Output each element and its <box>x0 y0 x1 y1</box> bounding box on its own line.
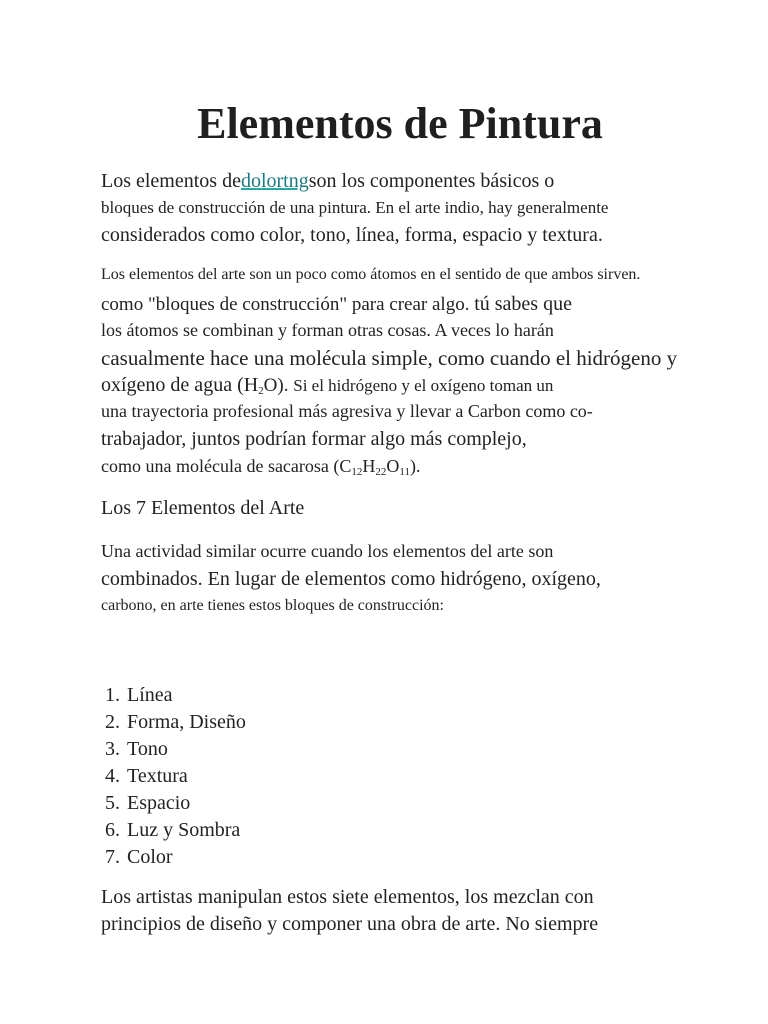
p3-line-1: Una actividad similar ocurre cuando los elementos del arte son <box>101 541 554 561</box>
p2-line-5 <box>101 374 553 397</box>
p2-line-5-start: oxígeno de agua (H <box>101 374 259 396</box>
p1-line-2: bloques de construcción de una pintura. En el arte indio, hay generalmente <box>101 198 609 217</box>
p2-line-2b: tú sabes que <box>474 293 572 315</box>
p2-line-6: una trayectoria profesional más agresiva y llevar a Carbon como co- <box>101 401 593 421</box>
p3-line-2: combinados. En lugar de elementos como hidrógeno, oxígeno, <box>101 568 601 590</box>
p2-line-2a: como "bloques de construcción" para crear algo. <box>101 294 470 315</box>
section-heading: Los 7 Elementos del Arte <box>101 497 305 519</box>
p4-line-1: Los artistas manipulan estos siete elementos, los mezclan con <box>101 886 594 908</box>
list-item: 3. Tono <box>125 736 246 763</box>
p1-line-1-start: Los elementos de <box>101 170 241 192</box>
hydrogen-symbol: H <box>362 456 376 476</box>
p3-line-3: carbono, en arte tienes estos bloques de construcción: <box>101 597 444 614</box>
carbon-subscript: 12 <box>351 466 363 478</box>
list-item: 4. Textura <box>125 763 246 790</box>
p2-line-1: Los elementos del arte son un poco como átomos en el sentido de que ambos sirven. <box>101 266 641 283</box>
p1-line-1 <box>101 170 554 193</box>
elements-list <box>101 682 246 871</box>
list-item: 1. Línea <box>125 682 246 709</box>
list-item: 5. Espacio <box>125 790 246 817</box>
p2-line-5-mid: O). <box>263 375 289 396</box>
p2-line-3: los átomos se combinan y forman otras cosas. A veces lo harán <box>101 320 554 340</box>
oxygen-subscript: 11 <box>399 466 410 478</box>
p2-line-8-start: como una molécula de sacarosa (C <box>101 456 352 476</box>
list-item: 2. Forma, Diseño <box>125 709 246 736</box>
list-item: 6. Luz y Sombra <box>125 817 246 844</box>
p4-line-2: principios de diseño y componer una obra de arte. No siempre <box>101 913 599 935</box>
dolortng-link[interactable]: dolortng <box>240 170 309 192</box>
oxygen-symbol: O <box>386 456 400 476</box>
p2-line-7: trabajador, juntos podrían formar algo más complejo, <box>101 428 527 450</box>
p1-line-1-end: son los componentes básicos o <box>308 170 555 192</box>
hydrogen-subscript: 22 <box>375 466 387 478</box>
p1-line-3: considerados como color, tono, línea, forma, espacio y textura. <box>101 224 603 246</box>
list-item: 7. Color <box>125 844 246 871</box>
p2-line-2 <box>101 293 572 316</box>
p2-line-4: casualmente hace una molécula simple, como cuando el hidrógeno y <box>101 346 678 370</box>
p2-line-8 <box>101 456 421 477</box>
p2-line-8-end: ). <box>410 456 421 476</box>
p2-line-5-end: Si el hidrógeno y el oxígeno toman un <box>293 376 554 395</box>
page-title: Elementos de Pintura <box>197 99 603 148</box>
water-subscript: 2 <box>258 385 264 397</box>
